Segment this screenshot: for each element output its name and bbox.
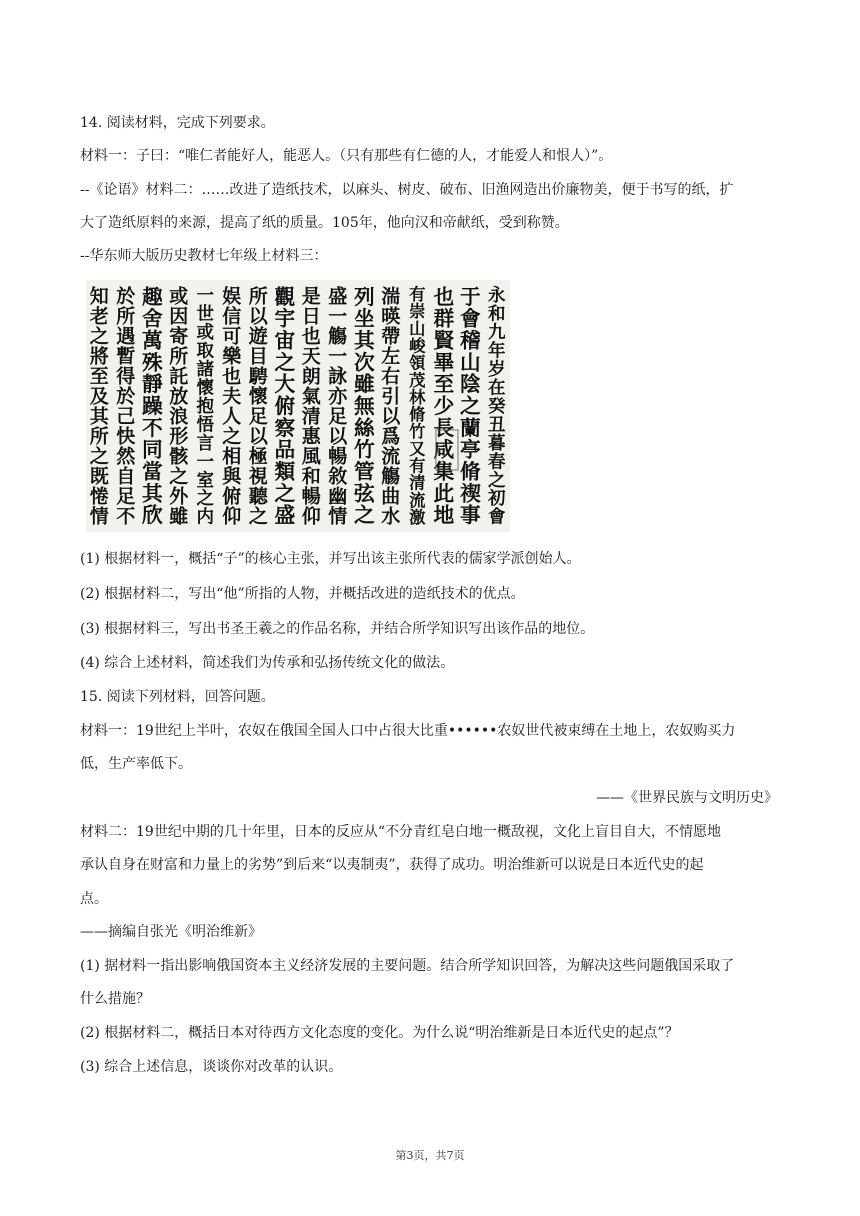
q15-material-one-line2: 低，生产率低下。 xyxy=(80,756,192,772)
calligraphy-character: 一 xyxy=(328,345,348,368)
calligraphy-character: 及 xyxy=(89,385,109,408)
calligraphy-character: 雖 xyxy=(353,372,375,397)
calligraphy-character: 視 xyxy=(248,465,268,488)
calligraphy-character: 水 xyxy=(381,505,401,528)
calligraphy-character: 諸 xyxy=(196,360,215,380)
calligraphy-character: 管 xyxy=(353,459,375,484)
calligraphy-character: 懷 xyxy=(248,385,268,408)
calligraphy-character: 俯 xyxy=(274,394,296,418)
calligraphy-character: 内 xyxy=(196,507,215,528)
calligraphy-character: 於 xyxy=(116,385,136,408)
calligraphy-character: 之 xyxy=(169,465,189,488)
calligraphy-character: 引 xyxy=(381,385,401,408)
calligraphy-character: 觀 xyxy=(274,284,296,309)
q15-source-one: ——《世界民族与文明历史》 xyxy=(596,790,778,806)
calligraphy-character: 又 xyxy=(409,439,426,459)
calligraphy-character: 抱 xyxy=(196,396,215,417)
calligraphy-character: 靜 xyxy=(141,372,163,397)
q14-material-two-line2: 大了造纸原料的来源，提高了纸的质量。105年，他向汉和帝献纸，受到称赞。 xyxy=(80,215,569,231)
calligraphy-column xyxy=(168,284,189,527)
calligraphy-character: 品 xyxy=(274,437,296,462)
calligraphy-character: 惓 xyxy=(89,485,109,508)
lantingji-xu-calligraphy-image xyxy=(86,280,510,532)
calligraphy-character: 山 xyxy=(409,319,426,339)
calligraphy-character: 欣 xyxy=(141,503,163,528)
calligraphy-character: 左 xyxy=(381,345,401,368)
calligraphy-character: 雖 xyxy=(169,505,189,528)
calligraphy-character: 脩 xyxy=(409,405,426,425)
calligraphy-character: 之 xyxy=(89,325,109,348)
calligraphy-character: 也 xyxy=(222,365,242,388)
q14-subquestion-1: (1) 根据材料一，概括“子”的核心主张，并写出该主张所代表的儒家学派创始人。 xyxy=(80,551,581,567)
q14-material-two-line1: --《论语》材料二：……改进了造纸技术，以麻头、树皮、破布、旧渔网造出价廉物美，便于书写的纸，扩 xyxy=(80,182,734,198)
q15-material-two-line2: 承认自身在财富和力量上的劣势”到后来“以夷制夷”，获得了成功。明治维新可以说是日本近代史的起 xyxy=(80,857,704,873)
calligraphy-character: 集 xyxy=(433,459,455,484)
calligraphy-character: 春 xyxy=(488,452,506,473)
calligraphy-character: 是 xyxy=(301,285,321,308)
q15-source-two: ——摘编自张光《明治维新》 xyxy=(80,924,262,940)
calligraphy-character: 陰 xyxy=(459,372,481,397)
calligraphy-character: 同 xyxy=(141,437,163,462)
calligraphy-character: 得 xyxy=(116,365,136,388)
calligraphy-character: 樂 xyxy=(222,345,242,368)
calligraphy-character: 騁 xyxy=(248,365,268,388)
calligraphy-character: 聽 xyxy=(248,485,268,508)
calligraphy-character: 與 xyxy=(222,465,242,488)
q15-material-two-line3: 点。 xyxy=(80,891,108,907)
calligraphy-character: 于 xyxy=(459,284,481,309)
q15-subquestion-2: (2) 根据材料二，概括日本对待西方文化态度的变化。为什么说“明治维新是日本近代史的起点”？ xyxy=(80,1025,679,1041)
question-14-title: 14. 阅读材料，完成下列要求。 xyxy=(80,115,275,131)
calligraphy-character: 絲 xyxy=(353,415,375,440)
calligraphy-column xyxy=(142,285,164,527)
calligraphy-character: 初 xyxy=(488,489,506,510)
calligraphy-character: 幽 xyxy=(328,485,348,508)
q15-material-one-line1: 材料一：19世纪上半叶，农奴在俄国全国人口中占很大比重••••••农奴世代被束缚在土地上，农奴购买力 xyxy=(80,723,736,739)
calligraphy-column xyxy=(433,285,456,527)
calligraphy-character: 浪 xyxy=(169,405,189,428)
calligraphy-character: 至 xyxy=(89,365,109,388)
q14-material-three-label: --华东师大版历史教材七年级上材料三： xyxy=(80,248,328,264)
calligraphy-character: 流 xyxy=(409,490,426,510)
calligraphy-character: 少 xyxy=(433,394,455,418)
calligraphy-character: 癸 xyxy=(488,396,506,417)
calligraphy-column xyxy=(222,284,243,527)
calligraphy-character: 信 xyxy=(222,305,242,328)
calligraphy-character: 暢 xyxy=(301,485,321,508)
calligraphy-character: 不 xyxy=(141,415,163,440)
calligraphy-character: 清 xyxy=(409,473,426,493)
calligraphy-character: 萬 xyxy=(141,328,163,353)
calligraphy-character: 之 xyxy=(248,505,268,528)
calligraphy-character: 此 xyxy=(433,481,455,506)
calligraphy-character: 天 xyxy=(301,345,321,368)
calligraphy-character: 坐 xyxy=(353,306,375,331)
calligraphy-character: 在 xyxy=(488,378,506,399)
calligraphy-character: 外 xyxy=(169,485,189,508)
calligraphy-character: 所 xyxy=(89,425,109,448)
calligraphy-column xyxy=(327,284,348,527)
calligraphy-character: 有 xyxy=(409,285,426,305)
calligraphy-character: 宇 xyxy=(274,306,296,331)
calligraphy-character: 竹 xyxy=(409,422,426,442)
calligraphy-character: 盛 xyxy=(328,285,348,308)
calligraphy-character: 畢 xyxy=(433,350,455,375)
calligraphy-character: 既 xyxy=(89,465,109,488)
calligraphy-character: 放 xyxy=(169,385,189,408)
calligraphy-character: 永 xyxy=(488,286,506,307)
calligraphy-character: 咸 xyxy=(433,437,455,462)
calligraphy-character: 脩 xyxy=(459,459,481,484)
calligraphy-column xyxy=(353,285,376,527)
calligraphy-character: 形 xyxy=(169,425,189,448)
calligraphy-character: 一 xyxy=(196,286,215,307)
calligraphy-character: 一 xyxy=(196,452,215,473)
calligraphy-character: 岁 xyxy=(488,360,506,380)
q15-subquestion-1-line1: (1) 据材料一指出影响俄国资本主义经济发展的主要问题。结合所学知识回答，为解决这些问题俄国采取了 xyxy=(80,958,735,974)
calligraphy-character: 有 xyxy=(409,456,426,476)
calligraphy-character: 當 xyxy=(141,459,163,484)
calligraphy-column xyxy=(196,286,215,528)
q14-subquestion-3: (3) 根据材料三，写出书圣王羲之的作品名称，并结合所学知识写出该作品的地位。 xyxy=(80,621,595,637)
calligraphy-character: 或 xyxy=(169,285,189,308)
calligraphy-character: 室 xyxy=(196,470,215,491)
calligraphy-character: 朗 xyxy=(301,365,321,388)
calligraphy-character: 茂 xyxy=(409,370,426,390)
calligraphy-character: 相 xyxy=(222,445,242,468)
calligraphy-character: 長 xyxy=(433,415,455,440)
calligraphy-character: 躁 xyxy=(141,394,163,418)
calligraphy-character: 風 xyxy=(301,445,321,468)
calligraphy-character: 蘭 xyxy=(459,415,481,440)
calligraphy-character: 極 xyxy=(248,445,268,468)
calligraphy-character: 自 xyxy=(116,465,136,488)
calligraphy-character: 懷 xyxy=(196,378,215,399)
calligraphy-character: 將 xyxy=(89,345,109,368)
question-15-title: 15. 阅读下列材料，回答问题。 xyxy=(80,689,275,705)
calligraphy-character: 湍 xyxy=(381,285,401,308)
calligraphy-character: 事 xyxy=(459,503,481,528)
calligraphy-character: 娱 xyxy=(222,285,242,308)
calligraphy-character: 林 xyxy=(409,387,426,407)
calligraphy-character: 夫 xyxy=(222,385,242,408)
calligraphy-character: 大 xyxy=(274,372,296,397)
calligraphy-character: 也 xyxy=(433,284,455,309)
calligraphy-column xyxy=(302,285,322,527)
calligraphy-character: 右 xyxy=(381,365,401,388)
calligraphy-character: 類 xyxy=(274,459,296,484)
calligraphy-character: 或 xyxy=(196,323,215,344)
calligraphy-column xyxy=(248,284,269,527)
calligraphy-character: 之 xyxy=(89,445,109,468)
calligraphy-character: 領 xyxy=(409,353,426,373)
calligraphy-character: 骸 xyxy=(169,445,189,468)
calligraphy-character: 之 xyxy=(274,350,296,375)
calligraphy-character: 丑 xyxy=(488,415,506,436)
calligraphy-character: 因 xyxy=(169,305,189,328)
calligraphy-column xyxy=(89,284,110,527)
calligraphy-character: 之 xyxy=(459,394,481,418)
calligraphy-character: 所 xyxy=(116,305,136,328)
page-number-footer: 第3页，共7页 xyxy=(395,1149,465,1162)
calligraphy-character: 以 xyxy=(248,425,268,448)
calligraphy-character: 之 xyxy=(196,489,215,510)
calligraphy-character: 弦 xyxy=(353,481,375,506)
calligraphy-character: 和 xyxy=(301,465,321,488)
q14-material-one: 材料一：子曰：“唯仁者能好人，能恶人。（只有那些有仁德的人，才能爱人和恨人）”。 xyxy=(80,148,613,164)
calligraphy-character: 之 xyxy=(222,425,242,448)
calligraphy-character: 己 xyxy=(116,405,136,428)
calligraphy-character: 氣 xyxy=(301,385,321,408)
calligraphy-character: 言 xyxy=(196,433,215,454)
calligraphy-character: 之 xyxy=(488,470,506,491)
calligraphy-character: 足 xyxy=(116,485,136,508)
calligraphy-character: 次 xyxy=(353,350,375,375)
calligraphy-character: 所 xyxy=(169,345,189,368)
calligraphy-character: 竹 xyxy=(353,437,375,462)
calligraphy-character: 會 xyxy=(488,507,506,528)
calligraphy-character: 清 xyxy=(301,405,321,428)
calligraphy-character: 所 xyxy=(248,285,268,308)
calligraphy-character: 知 xyxy=(89,285,109,308)
calligraphy-character: 無 xyxy=(353,394,375,418)
calligraphy-character: 可 xyxy=(222,325,242,348)
calligraphy-character: 激 xyxy=(409,507,426,527)
calligraphy-character: 趣 xyxy=(141,284,163,309)
calligraphy-character: 觴 xyxy=(381,465,401,488)
calligraphy-character: 不 xyxy=(116,505,136,528)
calligraphy-character: 以 xyxy=(328,425,348,448)
calligraphy-character: 老 xyxy=(89,305,109,328)
calligraphy-character: 地 xyxy=(433,503,455,528)
calligraphy-character: 惠 xyxy=(301,425,321,448)
calligraphy-column xyxy=(460,285,481,527)
calligraphy-character: 亭 xyxy=(459,437,481,462)
calligraphy-character: 其 xyxy=(141,481,163,506)
calligraphy-character: 九 xyxy=(488,323,506,344)
q14-subquestion-2: (2) 根据材料二，写出“他”所指的人物，并概括改进的造纸技术的优点。 xyxy=(80,586,525,602)
calligraphy-character: 悟 xyxy=(196,415,215,436)
calligraphy-character: 觴 xyxy=(328,325,348,348)
calligraphy-character: 稽 xyxy=(459,328,481,353)
calligraphy-character: 足 xyxy=(248,405,268,428)
calligraphy-character: 年 xyxy=(488,341,506,362)
calligraphy-character: 一 xyxy=(328,305,348,328)
calligraphy-character: 其 xyxy=(89,405,109,428)
calligraphy-character: 然 xyxy=(116,445,136,468)
calligraphy-character: 崇 xyxy=(409,302,426,322)
calligraphy-character: 遇 xyxy=(116,325,136,348)
q15-subquestion-3: (3) 综合上述信息，谈谈你对改革的认识。 xyxy=(80,1059,343,1075)
calligraphy-character: 宙 xyxy=(274,328,296,353)
calligraphy-character: 快 xyxy=(116,425,136,448)
calligraphy-character: 目 xyxy=(248,345,268,368)
calligraphy-character: 於 xyxy=(116,285,136,308)
calligraphy-character: 禊 xyxy=(459,481,481,506)
q14-subquestion-4: (4) 综合上述材料，简述我们为传承和弘扬传统文化的做法。 xyxy=(80,655,455,671)
calligraphy-character: 盛 xyxy=(274,503,296,528)
calligraphy-character: 遊 xyxy=(248,325,268,348)
calligraphy-character: 情 xyxy=(328,505,348,528)
calligraphy-character: 詠 xyxy=(328,365,348,388)
calligraphy-character: 暫 xyxy=(116,345,136,368)
calligraphy-column xyxy=(116,284,136,527)
calligraphy-character: 至 xyxy=(433,372,455,397)
calligraphy-column xyxy=(409,285,426,527)
calligraphy-character: 賢 xyxy=(433,328,455,353)
calligraphy-character: 峻 xyxy=(409,336,426,356)
calligraphy-character: 其 xyxy=(353,328,375,353)
calligraphy-character: 舍 xyxy=(141,306,163,331)
calligraphy-character: 之 xyxy=(274,481,296,506)
calligraphy-character: 曲 xyxy=(381,485,401,508)
calligraphy-character: 仰 xyxy=(301,505,321,528)
calligraphy-character: 亦 xyxy=(328,385,348,408)
calligraphy-character: 群 xyxy=(433,306,455,331)
calligraphy-character: 會 xyxy=(459,306,481,331)
calligraphy-character: 日 xyxy=(301,305,321,328)
calligraphy-character: 託 xyxy=(169,365,189,388)
calligraphy-character: 暎 xyxy=(381,305,401,328)
q15-material-two-line1: 材料二：19世纪中期的几十年里，日本的反应从“不分青红皂白地一概敌视，文化上盲目自大，不情愿地 xyxy=(80,824,721,840)
calligraphy-character: 世 xyxy=(196,304,215,325)
calligraphy-character: 爲 xyxy=(381,425,401,448)
calligraphy-character: 列 xyxy=(353,284,375,309)
calligraphy-character: 和 xyxy=(488,304,506,325)
calligraphy-character: 山 xyxy=(459,350,481,375)
calligraphy-character: 暢 xyxy=(328,445,348,468)
calligraphy-character: 之 xyxy=(353,503,375,528)
calligraphy-character: 以 xyxy=(248,305,268,328)
calligraphy-character: 仰 xyxy=(222,505,242,528)
calligraphy-character: 人 xyxy=(222,405,242,428)
calligraphy-character: 取 xyxy=(196,341,215,362)
calligraphy-character: 流 xyxy=(381,445,401,468)
calligraphy-character: 帶 xyxy=(381,325,401,348)
calligraphy-character: 敘 xyxy=(328,465,348,488)
calligraphy-character: 情 xyxy=(89,505,109,528)
calligraphy-character: 暮 xyxy=(488,433,506,454)
calligraphy-character: 以 xyxy=(381,405,401,428)
calligraphy-character: 寄 xyxy=(169,325,189,348)
calligraphy-character: 足 xyxy=(328,405,348,428)
calligraphy-character: 察 xyxy=(274,415,296,440)
calligraphy-column xyxy=(381,284,401,527)
calligraphy-character: 殊 xyxy=(141,350,163,375)
calligraphy-character: 俯 xyxy=(222,485,242,508)
q15-subquestion-1-line2: 什么措施？ xyxy=(80,991,150,1007)
calligraphy-character: 也 xyxy=(301,325,321,348)
calligraphy-column xyxy=(487,286,506,528)
calligraphy-column xyxy=(274,285,295,527)
